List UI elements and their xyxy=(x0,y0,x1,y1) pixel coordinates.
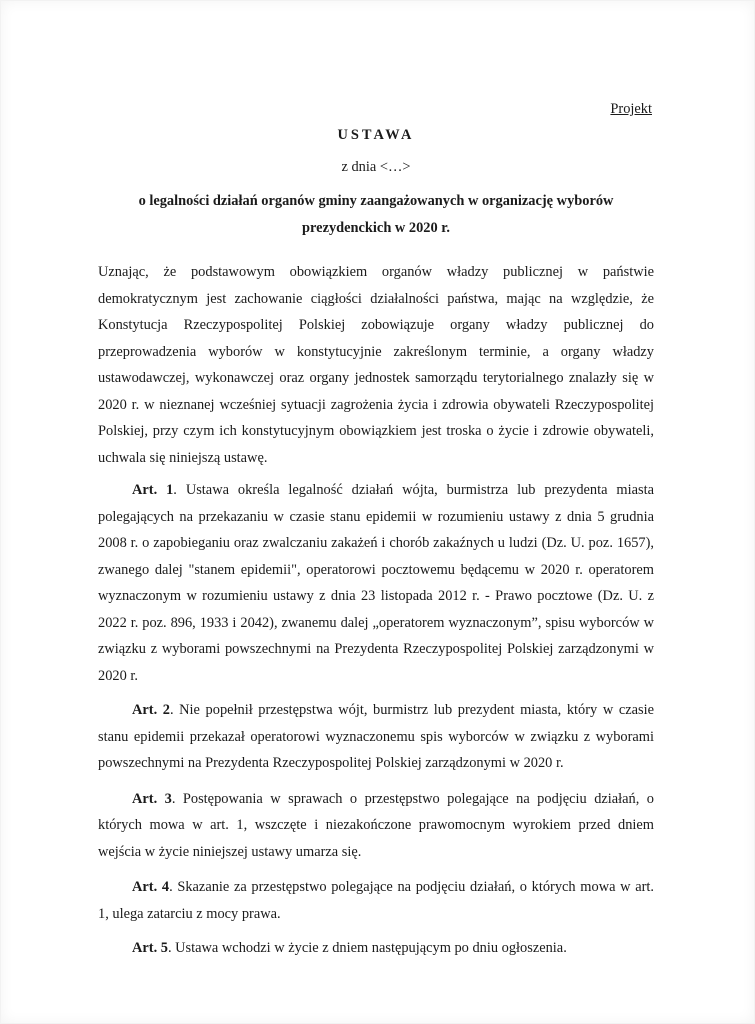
article-4-text: . Skazanie za przestępstwo polegające na podjęciu działań, o których mowa w art. 1, ulega zatarciu z mocy prawa. xyxy=(98,879,655,922)
article-2-label: Art. 2 xyxy=(132,702,170,718)
act-title-line-2: prezydenckich w 2020 r. xyxy=(302,219,450,236)
preamble: Uznając, że podstawowym obowiązkiem organów władzy publicznej w państwie demokratycznym jest zachowanie ciągłości działalności państwa, mając na względzie, że Konstytucja Rzeczypospolitej Polskiej zobowiązuje organy władzy publicznej do przeprowadzenia wyborów w konstytucyjnie zakreślonym terminie, a organy władzy ustawodawczej, wykonawczej oraz organy jednostek samorządu terytorialnego znalazły się w 2020 r. w nieznanej wcześniej sytuacji zagrożenia życia i zdrowia obywateli Rzeczypospolitej Polskiej, przy czym ich konstytucyjnym obowiązkiem jest troska o życie i zdrowie obywateli, uchwala się niniejszą ustawę. xyxy=(98,264,654,466)
article-3-text: . Postępowania w sprawach o przestępstwo polegające na podjęciu działań, o których mowa w art. 1, wszczęte i niezakończone prawomocnym wyrokiem przed dniem wejścia w życie niniejszej ustawy umarza się. xyxy=(98,790,654,860)
act-title-line-1: o legalności działań organów gminy zaangażowanych w organizację wyborów xyxy=(138,193,614,209)
act-type-heading: USTAWA xyxy=(337,127,415,143)
draft-label: Projekt xyxy=(610,101,652,117)
document-body xyxy=(98,96,654,962)
article-5-label: Art. 5 xyxy=(132,940,168,956)
article-3-label: Art. 3 xyxy=(132,790,172,807)
act-title xyxy=(98,188,654,241)
article-3 xyxy=(98,786,654,866)
article-4 xyxy=(98,874,654,927)
article-1 xyxy=(98,477,654,689)
article-1-text: . Ustawa określa legalność działań wójta, burmistrza lub prezydenta miasta polegających na przekazaniu w czasie stanu epidemii w rozumieniu ustawy z dnia 5 grudnia 2008 r. o zapobieganiu oraz zwalczaniu zakażeń i chorób zakaźnych u ludzi (Dz. U. poz. 1657), zwanego dalej "stanem epidemii", operatorowi pocztowemu będącemu w 2020 r. operatorem wyznaczonym w rozumieniu ustawy z dnia 23 listopada 2012 r. - Prawo pocztowe (Dz. U. z 2022 r. poz. 896, 1933 i 2042), zwanemu dalej „operatorem wyznaczonym”, spisu wyborców w związku z wyborami powszechnymi na Prezydenta Rzeczypospolitej Polskiej zarządzonymi w 2020 r. xyxy=(98,482,654,684)
article-5 xyxy=(98,935,654,962)
article-2 xyxy=(98,697,654,777)
article-1-label: Art. 1 xyxy=(132,482,174,498)
article-5-text: . Ustawa wchodzi w życie z dniem następującym po dniu ogłoszenia. xyxy=(167,940,567,956)
article-2-text: . Nie popełnił przestępstwa wójt, burmistrz lub prezydent miasta, który w czasie stanu epidemii przekazał operatorowi wyznaczonemu spis wyborców w związku z wyborami powszechnymi na Prezydenta Rzeczypospolitej Polskiej zarządzonymi w 2020 r. xyxy=(98,702,654,771)
article-4-label: Art. 4 xyxy=(132,879,170,895)
act-date: z dnia <…> xyxy=(341,159,411,175)
